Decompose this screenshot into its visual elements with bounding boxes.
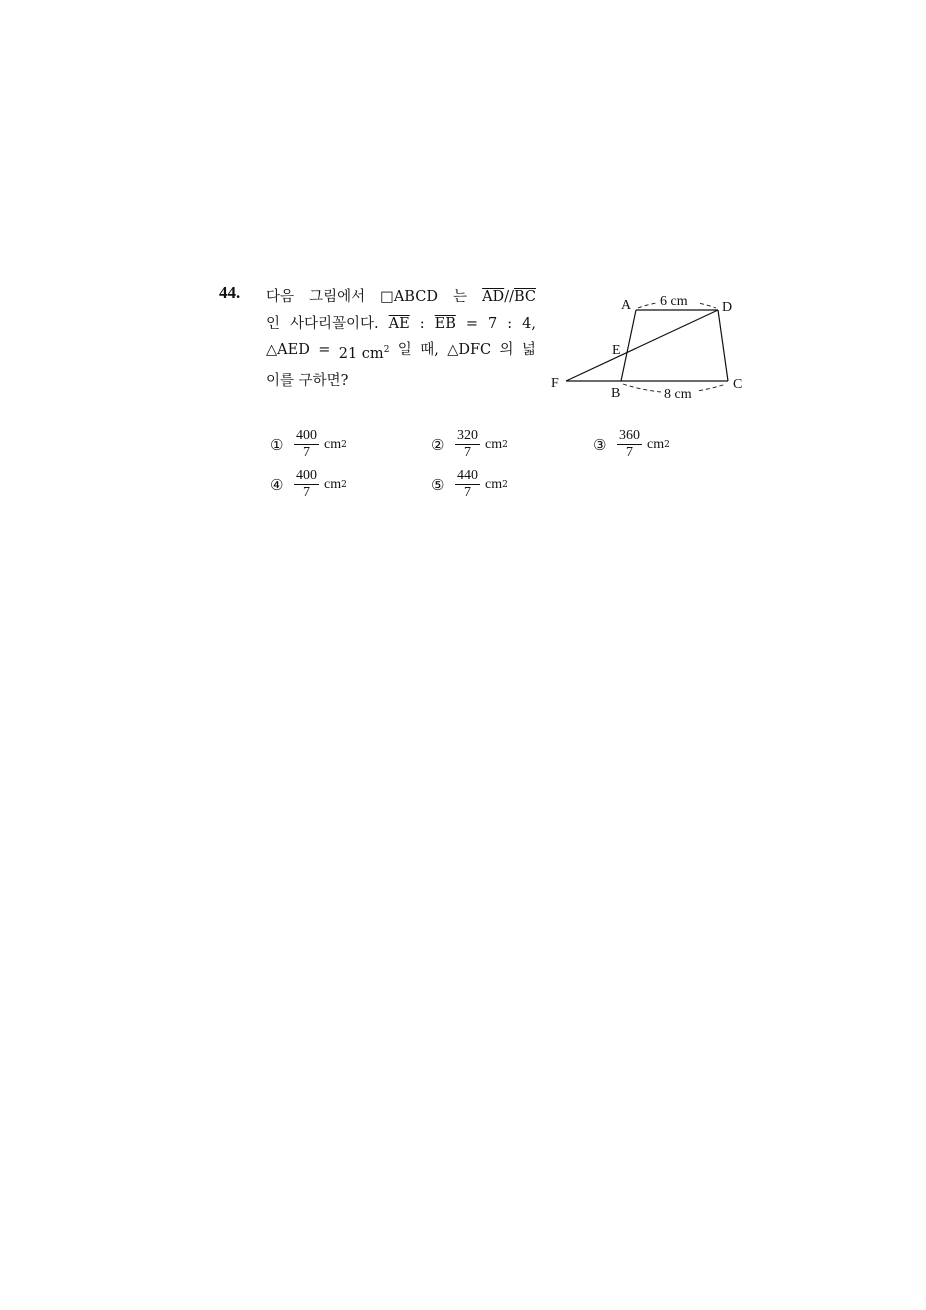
choice-5[interactable] <box>431 468 508 501</box>
numerator: 320 <box>457 428 478 443</box>
stem-text: 일 <box>397 342 412 358</box>
fraction <box>455 468 480 501</box>
point-e-label: E <box>612 343 621 358</box>
top-length-label: 6 cm <box>660 294 688 309</box>
choice-marker: ③ <box>593 435 607 454</box>
problem-number: 44. <box>219 283 241 302</box>
numerator: 360 <box>619 428 640 443</box>
stem-text: 인 <box>266 315 281 332</box>
numerator: 400 <box>296 468 317 483</box>
area-exponent: 2 <box>383 345 390 355</box>
segment-ae: $\overline{AE}$ <box>388 315 410 332</box>
stem-text: 넓 <box>521 342 536 358</box>
choice-1[interactable] <box>270 428 347 461</box>
choice-marker: ⑤ <box>431 475 445 494</box>
triangle-dfc: △DFC <box>447 342 492 358</box>
point-f-label: F <box>551 376 559 391</box>
stem-text: 때, <box>420 342 439 358</box>
choice-marker: ② <box>431 435 445 454</box>
point-d-label: D <box>722 300 733 315</box>
unit-exponent: 2 <box>341 439 347 450</box>
unit-exponent: 2 <box>664 439 670 450</box>
fraction <box>617 428 642 461</box>
stem-text: 이를 구하면? <box>266 372 349 389</box>
bottom-length-label: 8 cm <box>664 387 692 402</box>
choice-3[interactable] <box>593 428 670 461</box>
denominator: 7 <box>303 485 310 500</box>
segment-eb: $\overline{EB}$ <box>434 315 456 332</box>
choice-marker: ④ <box>270 475 284 494</box>
point-c-label: C <box>733 377 743 392</box>
segment-df <box>566 310 718 381</box>
ratio-colon: : <box>507 315 513 332</box>
side-dc <box>718 310 728 381</box>
stem-text: 의 <box>499 342 514 358</box>
quadrilateral-label: □ABCD <box>380 289 438 305</box>
unit: cm <box>485 436 503 452</box>
stem-line-3 <box>266 337 536 368</box>
side-ab <box>621 310 636 381</box>
stem-line-2 <box>266 311 536 338</box>
denominator: 7 <box>303 445 310 460</box>
unit-exponent: 2 <box>502 439 508 450</box>
stem-text: 그림에서 <box>309 289 366 305</box>
unit: cm <box>324 436 342 452</box>
stem-text: 는 <box>453 289 468 305</box>
equals-sign: = <box>318 342 331 358</box>
denominator: 7 <box>464 485 471 500</box>
point-b-label: B <box>611 386 621 401</box>
stem-text: 다음 <box>266 289 295 305</box>
stem-text: 사다리꼴이다. <box>290 315 379 332</box>
fraction <box>294 428 319 461</box>
numerator: 440 <box>457 468 478 483</box>
segment-bc: $\overline{BC}$ <box>513 289 536 305</box>
ratio-value: 7 <box>488 315 498 332</box>
denominator: 7 <box>626 445 633 460</box>
ratio-value: 4, <box>522 315 536 332</box>
choice-2[interactable] <box>431 428 508 461</box>
ratio-colon: : <box>419 315 425 332</box>
triangle-aed: △AED <box>266 342 310 358</box>
trapezoid-figure <box>547 288 757 404</box>
point-a-label: A <box>621 298 632 313</box>
denominator: 7 <box>464 445 471 460</box>
unit: cm <box>324 476 342 492</box>
unit: cm <box>647 436 665 452</box>
equals-sign: = <box>465 315 479 332</box>
parallel-symbol: // <box>504 289 514 305</box>
numerator: 400 <box>296 428 317 443</box>
stem-line-1 <box>266 284 536 311</box>
unit: cm <box>485 476 503 492</box>
unit-exponent: 2 <box>502 479 508 490</box>
fraction <box>455 428 480 461</box>
area-value: 21 cm <box>338 346 384 362</box>
stem-line-4 <box>266 368 536 395</box>
fraction <box>294 468 319 501</box>
choice-marker: ① <box>270 435 284 454</box>
problem-stem <box>266 284 536 394</box>
segment-ad: $\overline{AD}$ <box>482 289 505 305</box>
unit-exponent: 2 <box>341 479 347 490</box>
choice-4[interactable] <box>270 468 347 501</box>
